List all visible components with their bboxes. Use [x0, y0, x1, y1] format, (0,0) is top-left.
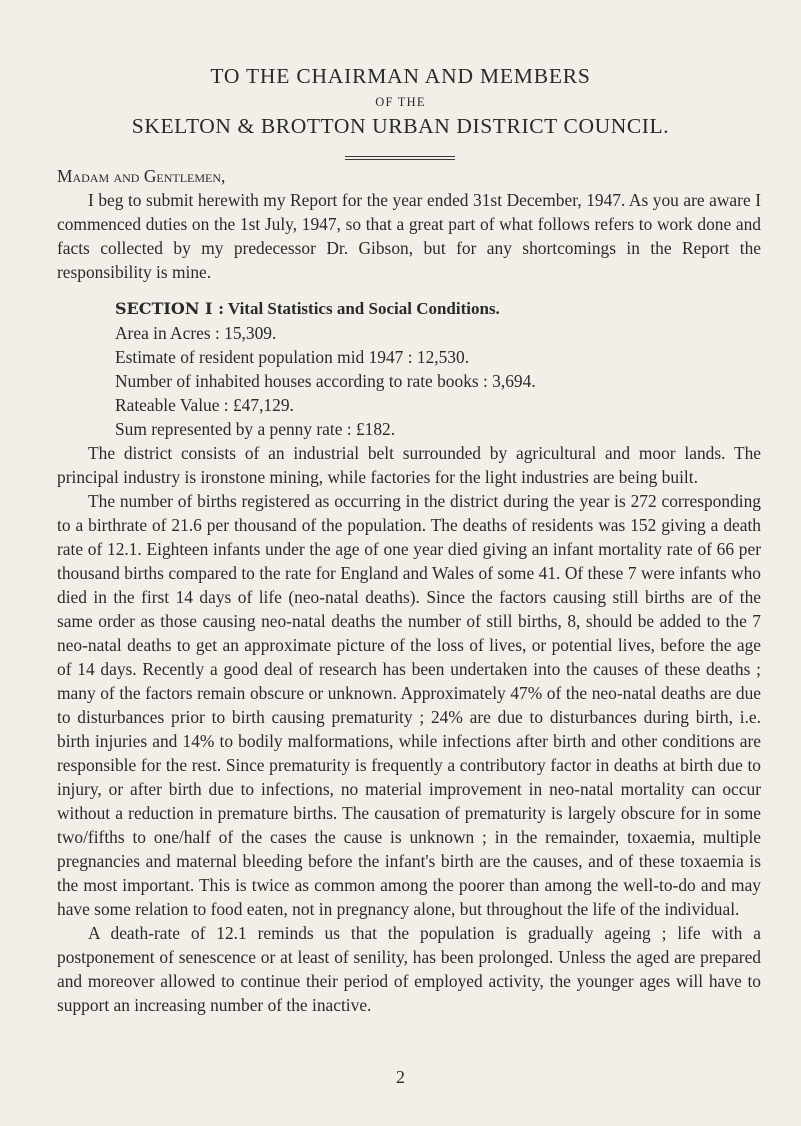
heading-council: SKELTON & BROTTON URBAN DISTRICT COUNCIL.	[131, 114, 670, 138]
intro-text: I beg to submit herewith my Report for the year ended 31st December, 1947. As you are aware I commenced duties on the 1st July, 1947, so that a great part of what follows refers to work done and facts collected by my predecessor Dr. Gibson, but for any shortcomings in the Report the responsibility is mine.	[57, 190, 761, 282]
section-number: SECTION I :	[115, 299, 224, 318]
section-heading	[115, 297, 500, 321]
paragraph-death-rate: A death-rate of 12.1 reminds us that the population is gradually ageing ; life with a postponement of senescence or at least of senility, has been prolonged. Unless the aged are prepared and moreover allowed to continue their period of employed activity, the younger ages will have to support an increasing number of the inactive.	[57, 923, 761, 1015]
stat-rateable-value: Rateable Value : £47,129.	[115, 395, 294, 415]
intro-paragraph	[57, 188, 761, 284]
stat-area: Area in Acres : 15,309.	[115, 323, 277, 343]
stat-houses: Number of inhabited houses according to rate books : 3,694.	[115, 371, 536, 391]
paragraph-district: The district consists of an industrial belt surrounded by agricultural and moor lands. The principal industry is ironstone mining, while factories for the light industries are being built.	[57, 443, 761, 487]
page-number: 2	[396, 1067, 405, 1087]
divider-rule-top	[345, 156, 455, 157]
statistics-list	[115, 321, 536, 441]
heading-of-the: OF THE	[375, 95, 426, 109]
divider-rule-bottom	[345, 159, 455, 160]
stat-penny-rate: Sum represented by a penny rate : £182.	[115, 419, 396, 439]
section-title: Vital Statistics and Social Conditions.	[227, 299, 500, 318]
stat-population: Estimate of resident population mid 1947 : 12,530.	[115, 347, 470, 367]
salutation: Madam and Gentlemen,	[57, 166, 226, 186]
body-paragraphs	[57, 441, 761, 1017]
heading-addressee: TO THE CHAIRMAN AND MEMBERS	[210, 64, 591, 88]
paragraph-births-deaths: The number of births registered as occurring in the district during the year is 272 corresponding to a birthrate of 21.6 per thousand of the population. The deaths of residents was 152 giving a death rate of 12.1. Eighteen infants under the age of one year died giving an infant mortality rate of 66 per thousand births compared to the rate for England and Wales of some 41. Of these 7 were infants who died in the first 14 days of life (neo-natal deaths). Since the factors causing still births are of the same order as those causing neo-natal deaths the number of still births, 8, should be added to the 7 neo-natal deaths to get an approximate picture of the loss of lives, or potential lives, before the age of 14 days. Recently a good deal of research has been undertaken into the causes of these deaths ; many of the factors remain obscure or unknown. Approximately 47% of the neo-natal deaths are due to disturbances prior to birth causing prematurity ; 24% are due to disturbances during birth, i.e. birth injuries and 14% to bodily malformations, while infections after birth and other conditions are responsible for the rest. Since prematurity is frequently a contributory factor in deaths at birth due to injury, or after birth due to infections, no material improvement in neo-natal mortality can occur without a reduction in premature births. The causation of prematurity is largely obscure for in some two/fifths to one/half of the cases the cause is unknown ; in the remainder, toxaemia, multiple pregnancies and maternal bleeding before the infant's birth are the causes, and of these toxaemia is the most important. This is twice as common among the poorer than among the well-to-do and may have some relation to food eaten, not in pregnancy alone, but throughout the life of the individual.	[57, 491, 761, 919]
